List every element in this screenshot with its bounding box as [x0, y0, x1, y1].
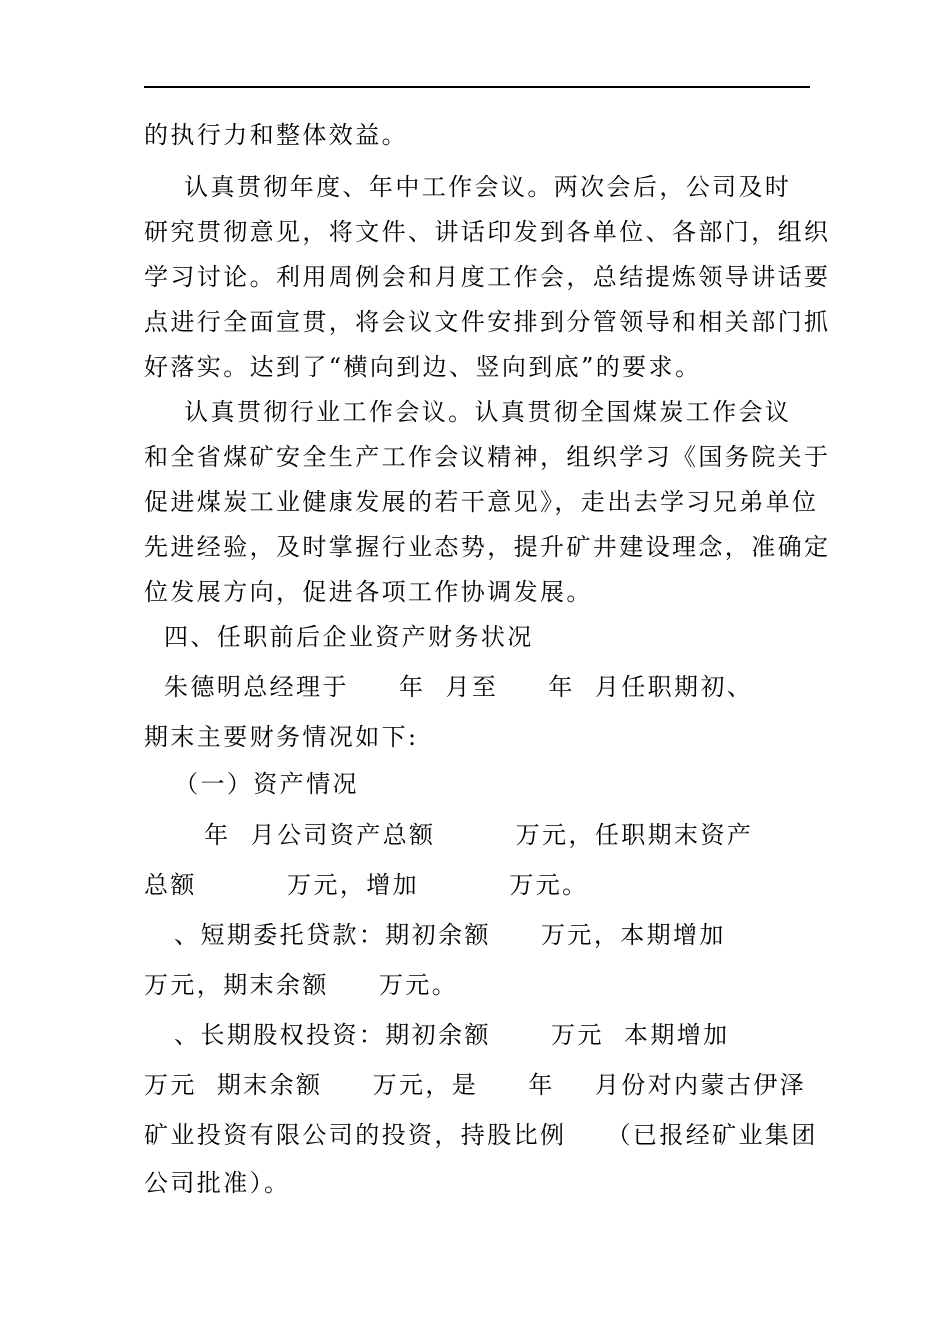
text-line-4: 学习讨论。利用周例会和月度工作会，总结提炼领导讲话要 — [144, 263, 831, 291]
text-line-16: 年 月公司资产总额 万元，任职期末资产 — [144, 821, 754, 849]
text-line-11: 位发展方向，促进各项工作协调发展。 — [144, 578, 593, 606]
text-line-19: 万元，期末余额 万元。 — [144, 971, 459, 999]
text-line-1: 的执行力和整体效益。 — [144, 121, 408, 149]
text-line-22: 矿业投资有限公司的投资，持股比例 （已报经矿业集团 — [144, 1121, 818, 1149]
text-line-8: 和全省煤矿安全生产工作会议精神，组织学习《国务院关于 — [144, 443, 831, 471]
text-line-7: 认真贯彻行业工作会议。认真贯彻全国煤炭工作会议 — [144, 398, 792, 426]
text-line-3: 研究贯彻意见，将文件、讲话印发到各单位、各部门，组织 — [144, 218, 831, 246]
text-line-2: 认真贯彻年度、年中工作会议。两次会后，公司及时 — [144, 173, 792, 201]
text-line-21: 万元 期末余额 万元，是 年 月份对内蒙古伊泽 — [144, 1071, 807, 1099]
text-line-18: 、短期委托贷款：期初余额 万元，本期增加 — [144, 921, 726, 949]
text-line-23: 公司批准）。 — [144, 1169, 291, 1197]
text-line-17: 总额 万元，增加 万元。 — [144, 871, 589, 899]
text-line-5: 点进行全面宣贯，将会议文件安排到分管领导和相关部门抓 — [144, 308, 831, 336]
section-heading-4: 四、任职前后企业资产财务状况 — [144, 623, 534, 651]
header-rule — [144, 86, 810, 88]
text-line-14: 期末主要财务情况如下: — [144, 723, 419, 751]
text-line-20: 、长期股权投资：期初余额 万元 本期增加 — [144, 1021, 730, 1049]
text-line-6: 好落实。达到了“横向到边、竖向到底”的要求。 — [144, 353, 702, 381]
text-line-13: 朱德明总经理于 年 月至 年 月任职期初、 — [144, 673, 754, 701]
text-line-10: 先进经验，及时掌握行业态势，提升矿井建设理念，准确定 — [144, 533, 831, 561]
subsection-heading-1: （一）资产情况 — [144, 770, 359, 798]
text-line-9: 促进煤炭工业健康发展的若干意见》，走出去学习兄弟单位 — [144, 488, 819, 516]
